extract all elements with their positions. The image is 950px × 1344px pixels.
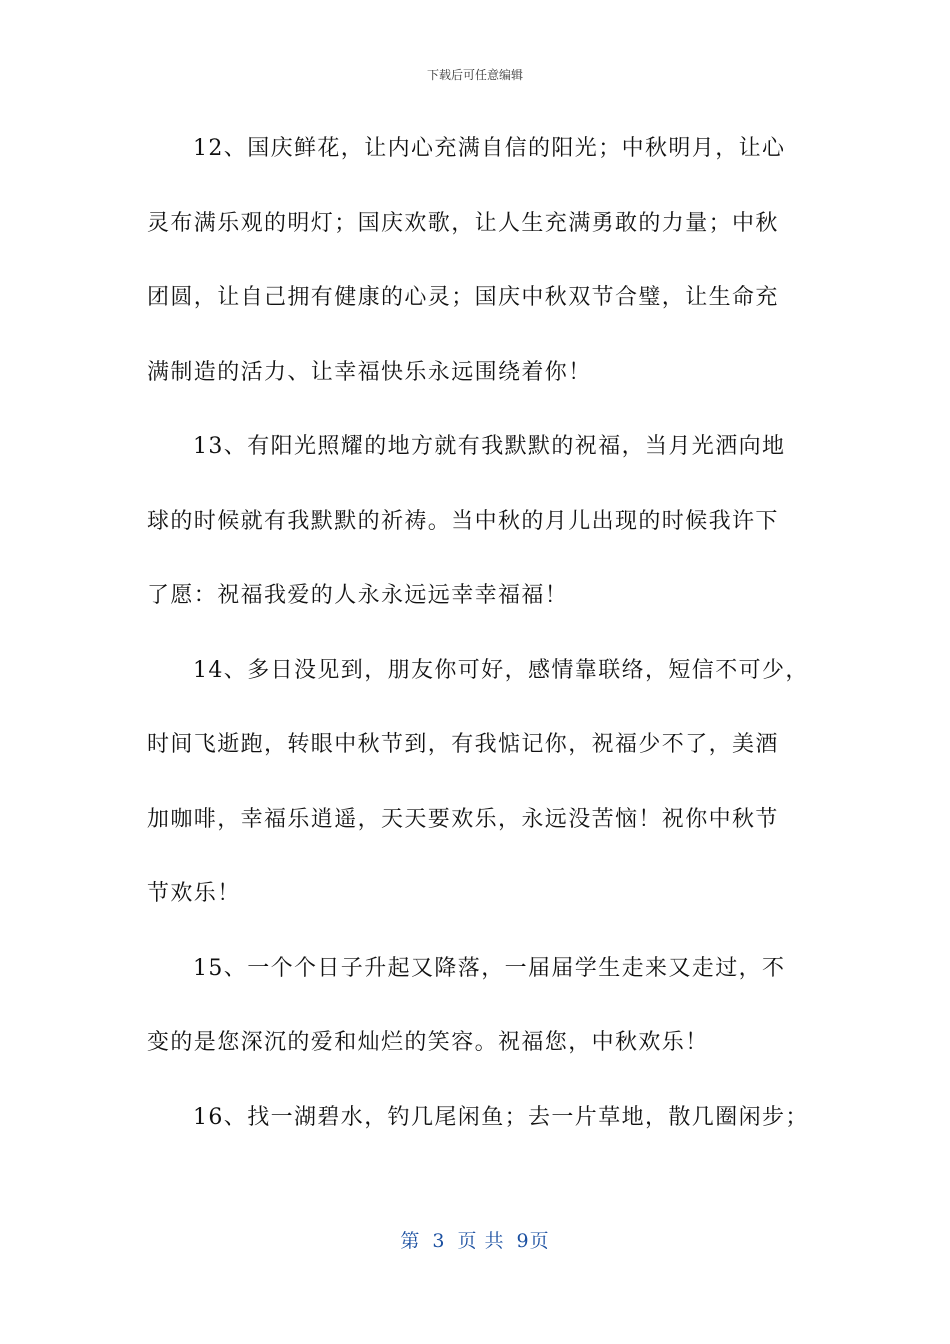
page-header: 下载后可任意编辑 (426, 68, 523, 82)
paragraph-line: 13、有阳光照耀的地方就有我默默的祝福，当月光洒向地 (193, 434, 786, 459)
paragraph-14 (147, 634, 807, 932)
paragraph-line: 加咖啡，幸福乐逍遥，天天要欢乐，永远没苦恼！祝你中秋节 (147, 806, 779, 832)
paragraph-13 (147, 410, 807, 634)
paragraph-12 (147, 112, 807, 410)
paragraph-line: 16、找一湖碧水，钓几尾闲鱼；去一片草地，散几圈闲步； (193, 1104, 809, 1130)
paragraph-line: 球的时候就有我默默的祈祷。当中秋的月儿出现的时候我许下 (147, 508, 779, 534)
footer-prefix: 第 (400, 1230, 421, 1252)
page-footer (0, 1226, 950, 1253)
paragraph-line: 12、国庆鲜花，让内心充满自信的阳光；中秋明月，让心 (193, 136, 786, 161)
paragraph-line: 满制造的活力、让幸福快乐永远围绕着你！ (147, 359, 592, 385)
footer-mid: 页 共 (457, 1230, 505, 1252)
paragraph-line: 灵布满乐观的明灯；国庆欢歌，让人生充满勇敢的力量；中秋 (147, 210, 779, 236)
footer-total: 9页 (516, 1230, 550, 1252)
paragraph-line: 节欢乐！ (147, 881, 241, 906)
paragraph-line: 了愿：祝福我爱的人永永远远幸幸福福！ (147, 583, 569, 608)
paragraph-line: 14、多日没见到，朋友你可好，感情靠联络，短信不可少， (193, 657, 809, 683)
paragraph-15 (147, 932, 807, 1081)
paragraph-line: 时间飞逝跑，转眼中秋节到，有我惦记你，祝福少不了，美酒 (147, 732, 779, 757)
paragraph-line: 变的是您深沉的爱和灿烂的笑容。祝福您，中秋欢乐！ (147, 1030, 709, 1055)
paragraph-16 (147, 1081, 807, 1156)
paragraph-line: 15、一个个日子升起又降落，一届届学生走来又走过，不 (193, 955, 786, 981)
document-body (147, 112, 807, 1155)
paragraph-line: 团圆，让自己拥有健康的心灵；国庆中秋双节合璧，让生命充 (147, 285, 779, 310)
footer-page-number: 3 (432, 1230, 446, 1252)
